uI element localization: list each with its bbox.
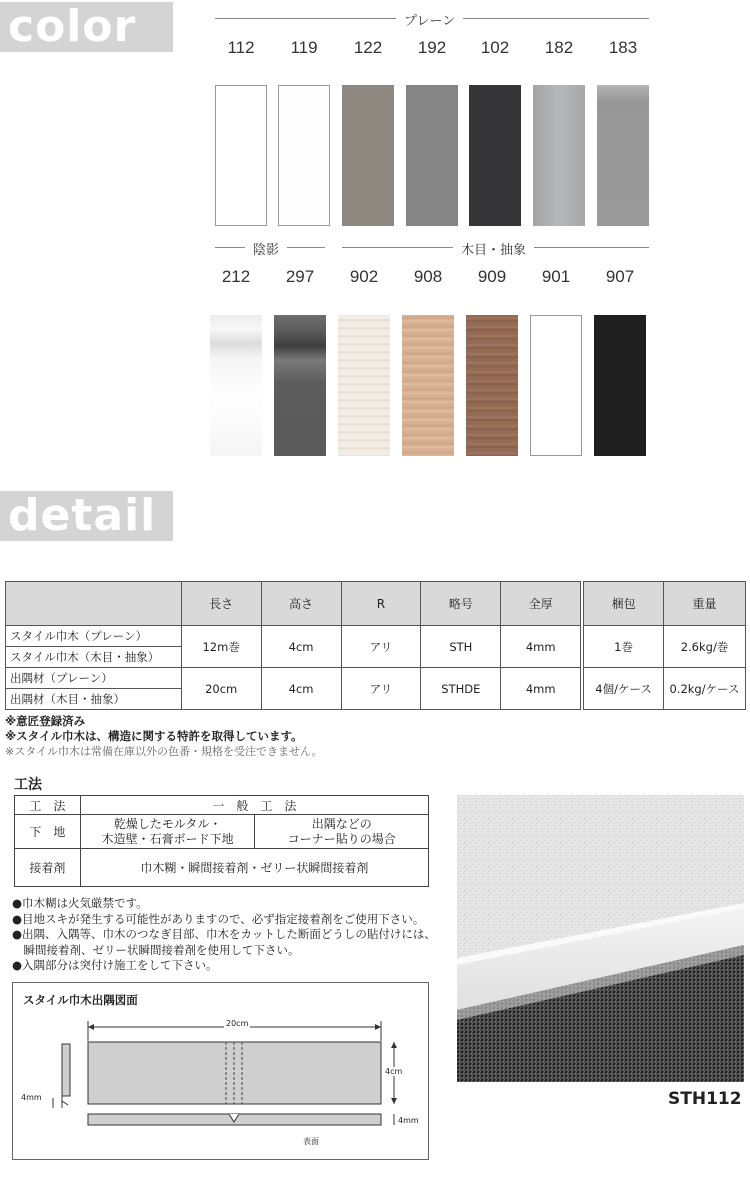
color-code: 192 [417,38,447,57]
note-line: ※スタイル巾木は常備在庫以外の色番・規格を受注できません。 [5,745,323,758]
spec-row-name: 出隅材（木目・抽象） [6,689,182,710]
spec-cell: 20cm [181,668,261,710]
spec-header: R [341,582,421,626]
spec-cell: STHDE [421,668,501,710]
spec-cell: 4個/ケース [584,668,664,710]
swatch-102[interactable] [469,85,521,226]
shadow-group-label: 陰影 [245,239,287,258]
method-table [14,795,429,887]
swatch-183[interactable] [597,85,649,226]
method-cell [80,815,255,849]
spec-header: 長さ [181,582,261,626]
spec-header: 略号 [421,582,501,626]
swatch-901[interactable] [530,315,582,456]
caution-item: 瞬間接着剤、ゼリー状瞬間接着剤を使用して下さい。 [12,942,300,957]
color-code: 119 [290,38,318,57]
color-code: 183 [608,38,638,57]
dim-width-label: 20cm [226,1019,249,1028]
swatch-909[interactable] [466,315,518,456]
spec-row-name: スタイル巾木（木目・抽象） [6,647,182,668]
caution-item: ●目地スキが発生する可能性がありますので、必ず指定接着剤をご使用下さい。 [12,911,425,926]
caution-item: ●出隅、入隅等、巾木のつなぎ目部、巾木をカットした断面どうしの貼付けには、 [12,927,436,941]
spec-cell: 2.6kg/巻 [664,626,746,668]
diagram-title: スタイル巾木出隅図面 [23,993,138,1007]
spec-header: 梱包 [584,582,664,626]
spec-cell: 4cm [261,626,341,668]
spec-cell: アリ [341,668,421,710]
spec-cell: 1巻 [584,626,664,668]
method-row-label: 下 地 [15,815,81,849]
spec-header: 重量 [664,582,746,626]
spec-cell: 4mm [501,626,581,668]
caution-item: ●巾木糊は火気厳禁です。 [12,896,148,910]
swatch-908[interactable] [402,315,454,456]
color-code: 901 [541,267,571,286]
color-code: 122 [353,38,383,57]
product-photo [457,795,744,1082]
swatch-297[interactable] [274,315,326,456]
spec-cell: 4cm [261,668,341,710]
spec-row-name: スタイル巾木（プレーン） [6,626,182,647]
photo-caption: STH112 [668,1089,742,1109]
corner-diagram [12,982,429,1160]
dim-height-label: 4cm [385,1067,403,1076]
spec-header: 全厚 [501,582,581,626]
dim-thickness-label: 4mm [398,1116,419,1125]
method-cell-line: 出隅などの [311,816,372,831]
color-code: 902 [349,267,379,286]
spec-cell: 12m巻 [181,626,261,668]
photo-drawing [457,795,744,1082]
method-row-label: 接着剤 [15,849,81,887]
method-header: 一 般 工 法 [80,796,428,815]
method-cell-line: 乾燥したモルタル・ [113,816,222,831]
color-code: 112 [227,38,255,57]
color-code: 102 [480,38,510,57]
diagram-drawing [13,983,430,1161]
color-code: 909 [477,267,507,286]
spec-cell: 0.2kg/ケース [664,668,746,710]
note-line: ※意匠登録済み [5,714,86,728]
section-title-color: color [0,2,173,52]
swatch-902[interactable] [338,315,390,456]
method-header: 工 法 [15,796,81,815]
note-line: ※スタイル巾木は、構造に関する特許を取得しています。 [5,729,303,743]
color-code: 212 [221,267,251,286]
color-code: 182 [544,38,574,57]
section-title-detail: detail [0,491,173,541]
method-cell [255,815,429,849]
spec-notes [5,714,323,759]
swatch-112[interactable] [215,85,267,226]
spec-cell: アリ [341,626,421,668]
method-title: 工法 [14,777,42,793]
plain-group-label: プレーン [396,10,463,29]
surface-label: 表面 [303,1137,319,1146]
swatch-119[interactable] [278,85,330,226]
color-code: 297 [285,267,315,286]
spec-row-name: 出隅材（プレーン） [6,668,182,689]
spec-header: 高さ [261,582,341,626]
swatch-192[interactable] [406,85,458,226]
spec-table [5,581,746,710]
wood-group-label: 木目・抽象 [453,239,534,258]
method-cell-line: 木造壁・石膏ボード下地 [101,831,234,846]
caution-item: ●入隅部分は突付け施工をして下さい。 [12,958,218,972]
swatch-122[interactable] [342,85,394,226]
color-code: 907 [605,267,635,286]
spec-cell: 4mm [501,668,581,710]
spec-header-name [6,582,182,626]
caution-list [12,896,436,974]
spec-cell: STH [421,626,501,668]
method-cell: 巾木糊・瞬間接着剤・ゼリー状瞬間接着剤 [80,849,428,887]
swatch-212[interactable] [210,315,262,456]
method-cell-line: コーナー貼りの場合 [287,831,396,846]
swatch-907[interactable] [594,315,646,456]
color-code: 908 [413,267,443,286]
dim-side-label: 4mm [21,1093,42,1102]
swatch-182[interactable] [533,85,585,226]
